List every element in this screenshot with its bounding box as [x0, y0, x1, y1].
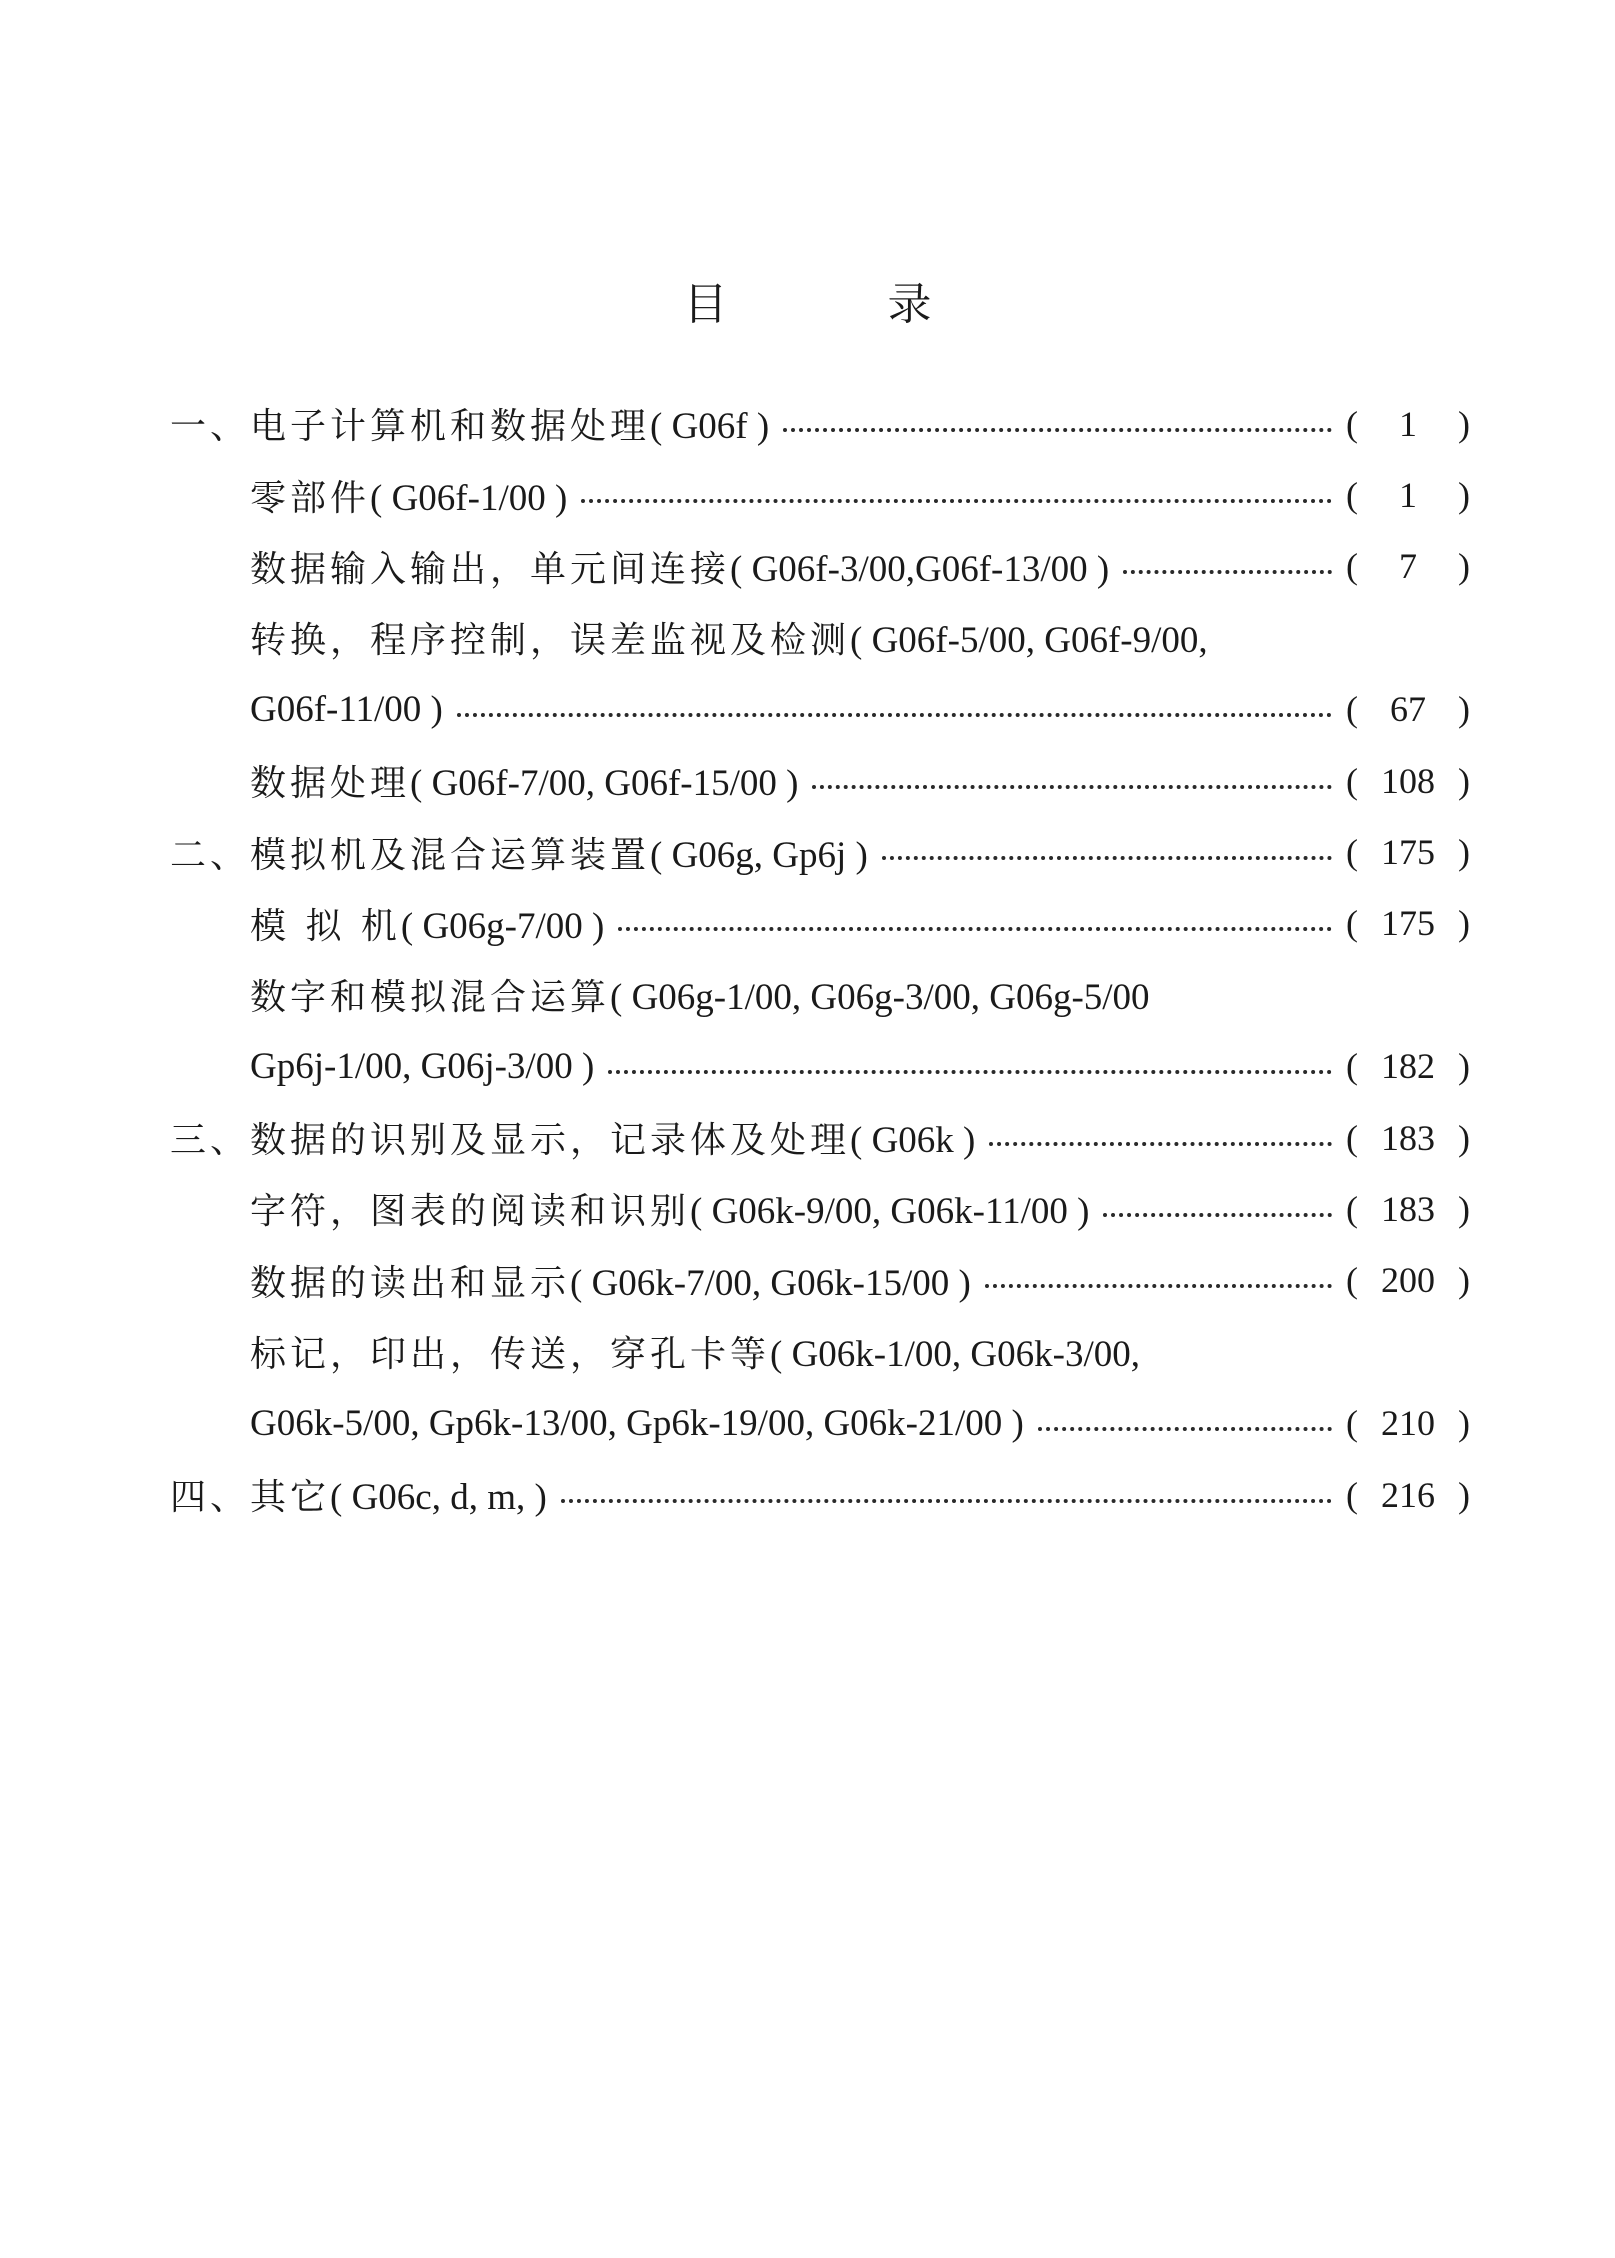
toc-entry-code: ( G06k-7/00, G06k-15/00 ) — [570, 1262, 971, 1304]
toc-entry-label — [170, 1112, 975, 1163]
toc-entry-code: ( G06f-3/00,G06f-13/00 ) — [730, 548, 1110, 590]
toc-entry-page — [1346, 831, 1470, 873]
toc-entry-label — [250, 470, 567, 521]
toc-entry-title: 标记，印出，传送，穿孔卡等 — [250, 1334, 771, 1376]
page-paren-close: ) — [1458, 1474, 1470, 1515]
toc-entry-page — [1346, 902, 1470, 944]
toc-entry-title: 三、数据的识别及显示，记录体及处理 — [170, 1120, 851, 1162]
toc-entry-title: 字符，图表的阅读和识别 — [250, 1191, 691, 1233]
dot-leader — [561, 1499, 1332, 1503]
title-char-left: 目 — [683, 279, 728, 330]
toc-entry-page — [1346, 1402, 1470, 1444]
page-paren-close: ) — [1458, 903, 1470, 944]
toc-entry — [170, 388, 1470, 459]
toc-entry-code: Gp6j-1/00, G06j-3/00 ) — [250, 1045, 595, 1087]
dot-leader — [608, 1070, 1332, 1074]
toc-entry-label — [250, 688, 443, 731]
toc-entry-code: ( G06k-9/00, G06k-11/00 ) — [690, 1191, 1090, 1233]
page-number: 175 — [1381, 832, 1435, 873]
page-paren-close: ) — [1458, 1117, 1470, 1158]
toc-entry-label — [250, 969, 1150, 1020]
page-paren-open: ( — [1346, 1403, 1358, 1444]
page-number: 183 — [1381, 1188, 1435, 1229]
page-paren-close: ) — [1458, 689, 1470, 730]
dot-leader — [783, 428, 1332, 432]
toc-entry-title: 转换，程序控制，误差监视及检测 — [250, 620, 851, 662]
toc-entry-code: ( G06f-1/00 ) — [370, 477, 568, 519]
toc-entry — [170, 1245, 1470, 1316]
toc-entry-code: ( G06g, Gp6j ) — [650, 834, 868, 876]
toc-entry-title: 一、电子计算机和数据处理 — [170, 406, 651, 448]
toc-entry — [170, 1316, 1470, 1387]
page-paren-open: ( — [1346, 546, 1358, 587]
toc-entry-page — [1346, 1188, 1470, 1230]
toc-entry-code: G06k-5/00, Gp6k-13/00, Gp6k-19/00, G06k-21/00 ) — [250, 1402, 1024, 1444]
page-paren-close: ) — [1458, 832, 1470, 873]
toc-entry-label — [250, 1326, 1140, 1377]
toc-entry-label — [250, 1045, 594, 1088]
toc-entry-label — [250, 755, 798, 806]
toc-entry — [170, 1102, 1470, 1173]
toc-entry — [170, 888, 1470, 959]
toc-entry-label — [170, 1469, 547, 1520]
toc-entry-label — [250, 541, 1109, 592]
toc-entry-title: 数据输入输出，单元间连接 — [250, 548, 731, 590]
toc-entry-label — [250, 1402, 1024, 1445]
toc-entry-page — [1346, 1045, 1470, 1087]
page-paren-close: ) — [1458, 1188, 1470, 1229]
toc-entry-title: 二、模拟机及混合运算装置 — [170, 834, 651, 876]
toc-entry — [170, 531, 1470, 602]
dot-leader — [1123, 570, 1332, 574]
toc-entry — [170, 674, 1470, 745]
toc-entry-title: 数据处理 — [250, 763, 411, 805]
toc-entry — [170, 745, 1470, 816]
page-number: 1 — [1399, 403, 1417, 444]
page-paren-open: ( — [1346, 1117, 1358, 1158]
page-paren-open: ( — [1346, 1046, 1358, 1087]
toc-entry — [170, 816, 1470, 887]
toc-entry-label — [170, 827, 868, 878]
page-number: 183 — [1381, 1117, 1435, 1158]
page-paren-open: ( — [1346, 903, 1358, 944]
toc-entry-page — [1346, 1474, 1470, 1516]
toc-entry-title: 数字和模拟混合运算 — [250, 977, 611, 1019]
page-number: 7 — [1399, 546, 1417, 587]
toc-entry-code: ( G06f-7/00, G06f-15/00 ) — [410, 763, 799, 805]
title-char-right: 录 — [887, 279, 932, 330]
toc-entry-label — [250, 1255, 971, 1306]
toc-entry — [170, 602, 1470, 673]
page-number: 182 — [1381, 1046, 1435, 1087]
page-number: 200 — [1381, 1260, 1435, 1301]
dot-leader — [812, 785, 1332, 789]
toc-entry-label — [170, 398, 769, 449]
page-paren-open: ( — [1346, 1188, 1358, 1229]
toc-entry-page — [1346, 1259, 1470, 1301]
page-number: 216 — [1381, 1474, 1435, 1515]
page-paren-close: ) — [1458, 1260, 1470, 1301]
page-paren-open: ( — [1346, 1474, 1358, 1515]
toc-entry-label — [250, 1183, 1089, 1234]
toc-entry — [170, 459, 1470, 530]
toc-entry-page — [1346, 1117, 1470, 1159]
toc-entry-label — [250, 612, 1208, 663]
page-number: 1 — [1399, 475, 1417, 516]
dot-leader — [457, 713, 1332, 717]
toc-entry-code: G06f-11/00 ) — [250, 688, 443, 730]
page-paren-open: ( — [1346, 689, 1358, 730]
dot-leader — [1038, 1427, 1332, 1431]
dot-leader — [618, 927, 1332, 931]
page-paren-open: ( — [1346, 403, 1358, 444]
toc-entry-title: 数据的读出和显示 — [250, 1262, 571, 1304]
toc-entry-code: ( G06c, d, m, ) — [330, 1477, 547, 1519]
toc-entry-page — [1346, 403, 1470, 445]
dot-leader — [882, 856, 1332, 860]
toc-entry-code: ( G06f-5/00, G06f-9/00, — [850, 620, 1208, 662]
toc-entry-code: ( G06k-1/00, G06k-3/00, — [770, 1334, 1140, 1376]
page-paren-close: ) — [1458, 1046, 1470, 1087]
toc-entry-title: 四、其它 — [170, 1477, 331, 1519]
toc-entry — [170, 1459, 1470, 1530]
toc-entry-title: 模 拟 机 — [250, 905, 401, 947]
dot-leader — [989, 1142, 1332, 1146]
page-paren-close: ) — [1458, 546, 1470, 587]
page-paren-close: ) — [1458, 475, 1470, 516]
toc-entry-page — [1346, 474, 1470, 516]
page-paren-close: ) — [1458, 403, 1470, 444]
toc-entry-title: 零部件 — [250, 477, 371, 519]
page-number: 67 — [1390, 689, 1426, 730]
toc-entry-code: ( G06k ) — [850, 1120, 976, 1162]
page-paren-close: ) — [1458, 1403, 1470, 1444]
toc-entry — [170, 1173, 1470, 1244]
table-of-contents — [170, 388, 1470, 1530]
page-paren-open: ( — [1346, 760, 1358, 801]
page-paren-open: ( — [1346, 475, 1358, 516]
dot-leader — [581, 499, 1332, 503]
page-title — [0, 268, 1615, 332]
toc-entry-page — [1346, 688, 1470, 730]
dot-leader — [985, 1284, 1332, 1288]
page-number: 210 — [1381, 1403, 1435, 1444]
toc-entry — [170, 1387, 1470, 1458]
toc-entry — [170, 1031, 1470, 1102]
toc-entry-page — [1346, 545, 1470, 587]
toc-entry-code: ( G06g-7/00 ) — [400, 905, 605, 947]
toc-entry-page — [1346, 760, 1470, 802]
page-number: 108 — [1381, 760, 1435, 801]
page-paren-open: ( — [1346, 832, 1358, 873]
toc-entry — [170, 959, 1470, 1030]
toc-entry-code: ( G06f ) — [650, 406, 770, 448]
toc-entry-label — [250, 898, 604, 949]
page-paren-open: ( — [1346, 1260, 1358, 1301]
dot-leader — [1103, 1213, 1332, 1217]
toc-entry-code: ( G06g-1/00, G06g-3/00, G06g-5/00 — [610, 977, 1150, 1019]
page-paren-close: ) — [1458, 760, 1470, 801]
page-number: 175 — [1381, 903, 1435, 944]
